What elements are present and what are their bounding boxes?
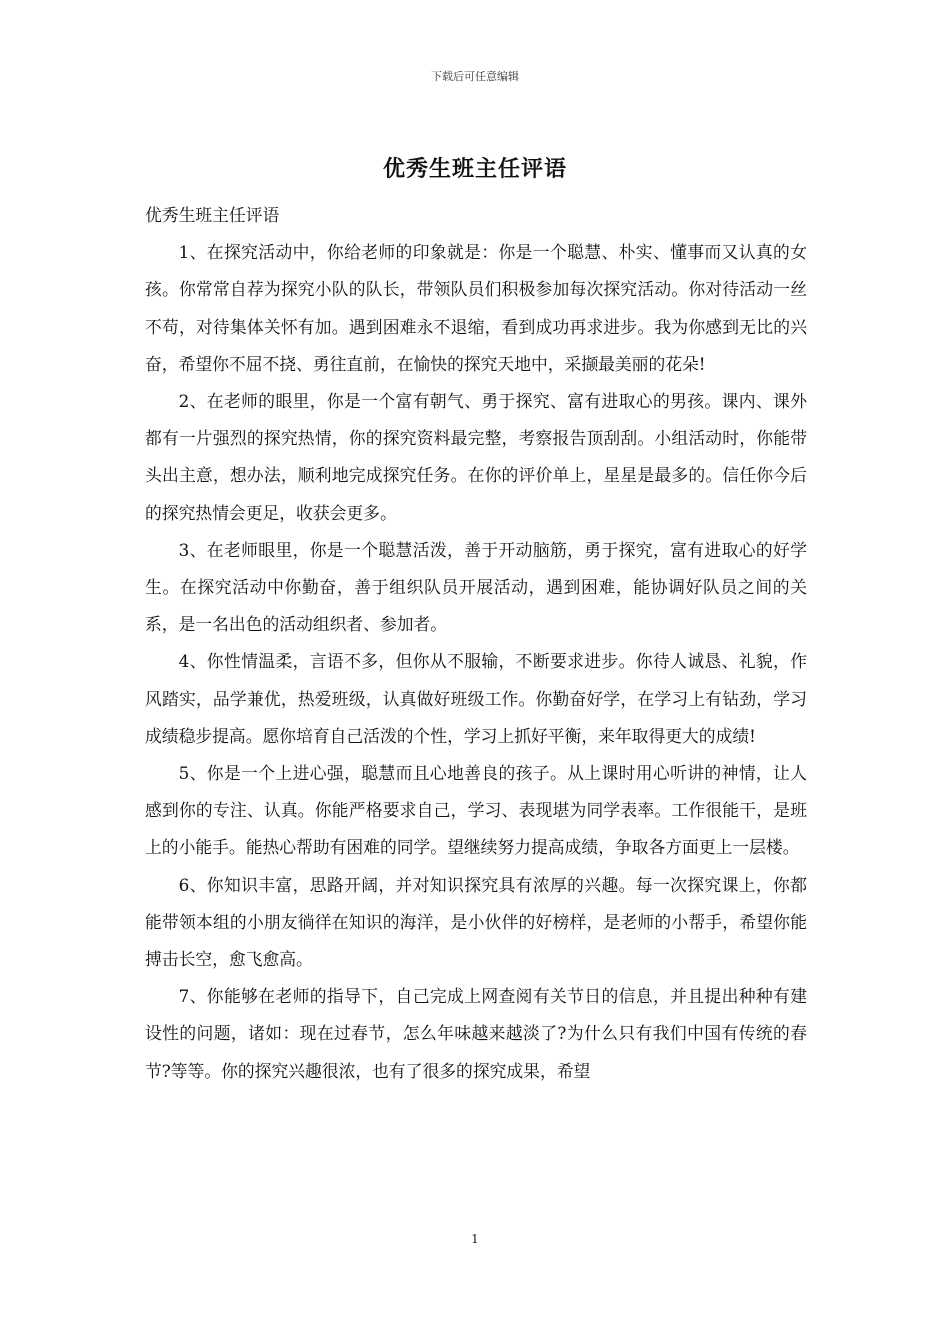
comment-paragraph-7: 7、你能够在老师的指导下，自己完成上网查阅有关节日的信息，并且提出种种有建设性的问题，诸如：现在过春节，怎么年味越来越淡了?为什么只有我们中国有传统的春节?等等。你的探究兴趣很浓，也有了很多的探究成果，希望 — [145, 986, 807, 1081]
header-note: 下载后可任意编辑 — [431, 70, 519, 83]
document-title: 优秀生班主任评语 — [382, 157, 567, 182]
comment-paragraph-3: 3、在老师眼里，你是一个聪慧活泼，善于开动脑筋，勇于探究，富有进取心的好学生。在探究活动中你勤奋，善于组织队员开展活动，遇到困难，能协调好队员之间的关系，是一名出色的活动组织者、参加者。 — [145, 539, 807, 635]
comment-paragraph-2: 2、在老师的眼里，你是一个富有朝气、勇于探究、富有进取心的男孩。课内、课外都有一片强烈的探究热情，你的探究资料最完整，考察报告顶刮刮。小组活动时，你能带头出主意，想办法，顺利地完成探究任务。在你的评价单上，星星是最多的。信任你今后的探究热情会更足，收获会更多。 — [145, 391, 807, 523]
page-number: 1 — [471, 1232, 479, 1246]
comment-paragraph-4: 4、你性情温柔，言语不多，但你从不服输，不断要求进步。你待人诚恳、礼貌，作风踏实，品学兼优，热爱班级，认真做好班级工作。你勤奋好学，在学习上有钻劲，学习成绩稳步提高。愿你培育自己活泼的个性，学习上抓好平衡，来年取得更大的成绩! — [145, 651, 807, 746]
document-subtitle: 优秀生班主任评语 — [145, 205, 280, 225]
document-body — [145, 197, 807, 1090]
comment-paragraph-5: 5、你是一个上进心强，聪慧而且心地善良的孩子。从上课时用心听讲的神情，让人感到你的专注、认真。你能严格要求自己，学习、表现堪为同学表率。工作很能干，是班上的小能手。能热心帮助有困难的同学。望继续努力提高成绩，争取各方面更上一层楼。 — [145, 763, 807, 858]
comment-paragraph-1: 1、在探究活动中，你给老师的印象就是：你是一个聪慧、朴实、懂事而又认真的女孩。你常常自荐为探究小队的队长，带领队员们积极参加每次探究活动。你对待活动一丝不苟，对待集体关怀有加。遇到困难永不退缩，看到成功再求进步。我为你感到无比的兴奋，希望你不屈不挠、勇往直前，在愉快的探究天地中，采撷最美丽的花朵! — [145, 242, 807, 374]
comment-paragraph-6: 6、你知识丰富，思路开阔，并对知识探究具有浓厚的兴趣。每一次探究课上，你都能带领本组的小朋友徜徉在知识的海洋，是小伙伴的好榜样，是老师的小帮手，希望你能搏击长空，愈飞愈高。 — [145, 874, 807, 970]
